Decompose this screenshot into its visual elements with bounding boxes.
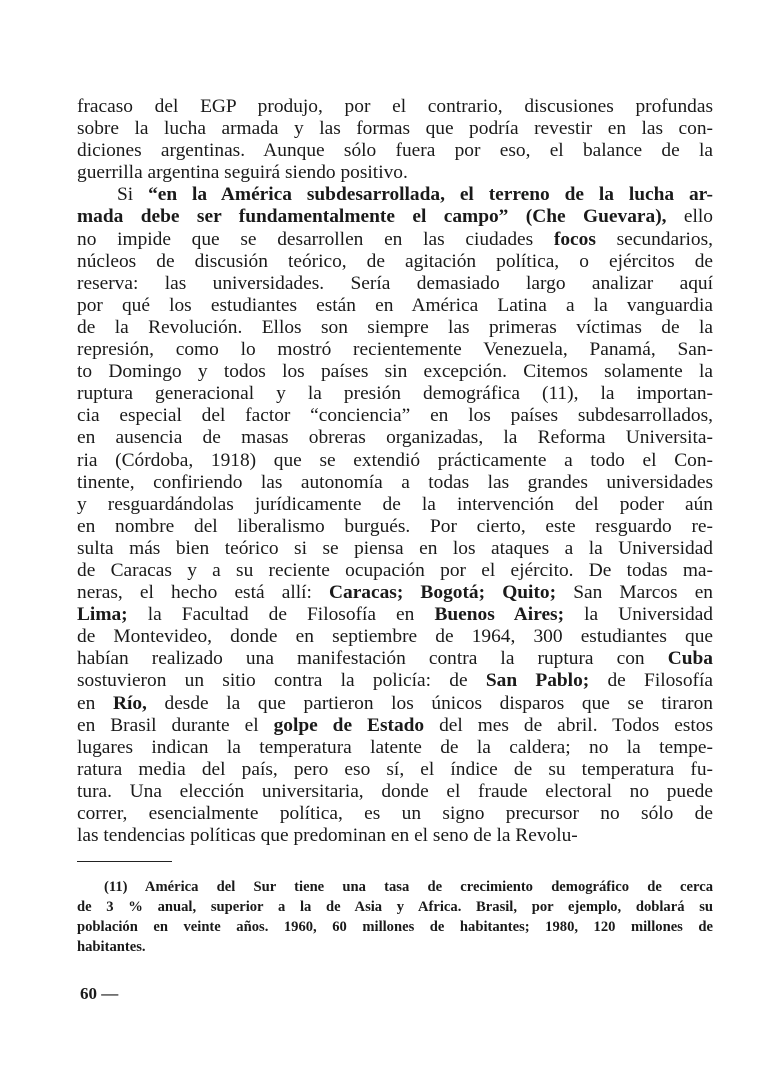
text-line <box>77 118 713 140</box>
text-line <box>77 604 713 626</box>
footnote-rule <box>77 861 172 862</box>
emphasized-text: “en la América subdesarrollada, el terreno de la lucha ar- <box>148 184 713 206</box>
text-line <box>77 162 713 184</box>
text-line <box>77 405 713 427</box>
emphasized-text: focos <box>553 228 596 250</box>
text-line <box>77 693 713 715</box>
text-line <box>77 825 713 847</box>
text-run: cia especial del factor “conciencia” en los países subdesarrollados, <box>77 405 713 427</box>
text-run: to Domingo y todos los países sin excepción. Citemos solamente la <box>77 361 713 383</box>
text-line <box>77 538 713 560</box>
footnote-line: habitantes. <box>77 939 146 955</box>
text-line <box>77 781 713 803</box>
text-line <box>77 361 713 383</box>
text-run: tura. Una elección universitaria, donde el fraude electoral no puede <box>77 780 713 802</box>
text-line <box>77 516 713 538</box>
text-line <box>77 140 713 162</box>
footnote-line: de 3 % anual, superior a la de Asia y Africa. Brasil, por ejemplo, doblará su <box>77 899 713 915</box>
text-line <box>77 273 713 295</box>
text-line <box>77 560 713 582</box>
text-line <box>77 472 713 494</box>
text-run: de la Revolución. Ellos son siempre las primeras víctimas de la <box>77 316 713 338</box>
emphasized-text: mada debe ser fundamentalmente el campo” (Che Guevara), <box>77 206 667 228</box>
text-line <box>77 626 713 648</box>
footnote-line: (11) América del Sur tiene una tasa de crecimiento demográfico de cerca <box>104 879 713 895</box>
text-run: ruptura generacional y la presión demográfica (11), la importan- <box>77 383 713 405</box>
text-run: San Marcos en <box>556 582 713 604</box>
emphasized-text: Caracas; Bogotá; Quito; <box>329 582 557 604</box>
text-line <box>77 339 713 361</box>
text-line <box>77 317 713 339</box>
body-text <box>77 96 713 847</box>
text-run: correr, esencialmente política, es un signo precursor no sólo de <box>77 803 713 824</box>
footnote-line: población en veinte años. 1960, 60 millones de habitantes; 1980, 120 millones de <box>77 919 713 935</box>
text-run: habían realizado una manifestación contra la ruptura con <box>77 648 668 670</box>
text-run: diciones argentinas. Aunque sólo fuera por eso, el balance de la <box>77 140 713 162</box>
emphasized-text: golpe de Estado <box>273 714 425 736</box>
text-run: en ausencia de masas obreras organizadas, la Reforma Universita- <box>77 427 713 449</box>
text-run: y resguardándolas jurídicamente de la intervención del poder aún <box>77 493 713 515</box>
text-run: ratura media del país, pero eso sí, el índice de su temperatura fu- <box>77 758 713 780</box>
text-line <box>77 494 713 516</box>
text-line <box>77 295 713 317</box>
text-run: secundarios, <box>595 228 714 250</box>
text-line <box>77 803 713 825</box>
text-line <box>77 582 713 604</box>
text-run: del mes de abril. Todos estos <box>424 714 713 736</box>
text-line <box>77 759 713 781</box>
text-run: tinente, confiriendo las autonomía a todas las grandes universidades <box>77 471 713 493</box>
text-line <box>77 96 713 118</box>
text-line <box>77 251 713 273</box>
text-run: en Brasil durante el <box>77 714 274 736</box>
text-run: represión, como lo mostró recientemente Venezuela, Panamá, San- <box>77 339 713 361</box>
emphasized-text: Cuba <box>667 648 713 670</box>
text-run: no impide que se desarrollen en las ciudades <box>77 228 554 250</box>
emphasized-text: San Pablo; <box>485 670 590 692</box>
text-run: desde la que partieron los únicos disparos que se tiraron <box>146 692 713 714</box>
text-line <box>77 427 713 449</box>
text-run: guerrilla argentina seguirá siendo positivo. <box>77 162 408 184</box>
page-number: 60 — <box>80 984 119 1003</box>
text-line <box>77 648 713 670</box>
text-line <box>77 450 713 472</box>
text-run: reserva: las universidades. Sería demasiado largo analizar aquí <box>77 272 713 294</box>
text-run: por qué los estudiantes están en América Latina a la vanguardia <box>77 294 713 316</box>
text-run: fracaso del EGP produjo, por el contrario, discusiones profundas <box>77 96 713 117</box>
text-run: ello <box>666 206 713 228</box>
text-line <box>77 737 713 759</box>
emphasized-text: Río, <box>112 692 147 714</box>
text-run: neras, el hecho está allí: <box>77 582 329 604</box>
text-line <box>77 184 713 206</box>
text-run: sobre la lucha armada y las formas que podría revestir en las con- <box>77 118 713 140</box>
text-run: de Caracas y a su reciente ocupación por el ejército. De todas ma- <box>77 559 713 581</box>
text-line <box>77 383 713 405</box>
emphasized-text: Lima; <box>77 604 128 626</box>
text-line <box>77 229 713 251</box>
text-run: núcleos de discusión teórico, de agitación política, o ejércitos de <box>77 250 713 272</box>
text-run: sulta más bien teórico si se piensa en los ataques a la Universidad <box>77 537 713 559</box>
text-run: las tendencias políticas que predominan en el seno de la Revolu- <box>77 825 578 847</box>
footnote <box>77 877 713 957</box>
text-run: de Montevideo, donde en septiembre de 1964, 300 estudiantes que <box>77 626 713 648</box>
text-run: ria (Córdoba, 1918) que se extendió prácticamente a todo el Con- <box>77 449 713 471</box>
text-run: en <box>77 692 113 714</box>
text-run: lugares indican la temperatura latente de la caldera; no la tempe- <box>77 736 713 758</box>
text-line <box>77 670 713 692</box>
text-run: la Universidad <box>564 604 713 626</box>
text-line <box>77 206 713 228</box>
text-run: la Facultad de Filosofía en <box>127 604 435 626</box>
text-line <box>77 715 713 737</box>
text-run: Si <box>117 184 149 206</box>
text-run: sostuvieron un sitio contra la policía: de <box>77 670 486 692</box>
emphasized-text: Buenos Aires; <box>434 604 565 626</box>
text-run: de Filosofía <box>589 670 713 692</box>
text-run: en nombre del liberalismo burgués. Por cierto, este resguardo re- <box>77 515 713 537</box>
